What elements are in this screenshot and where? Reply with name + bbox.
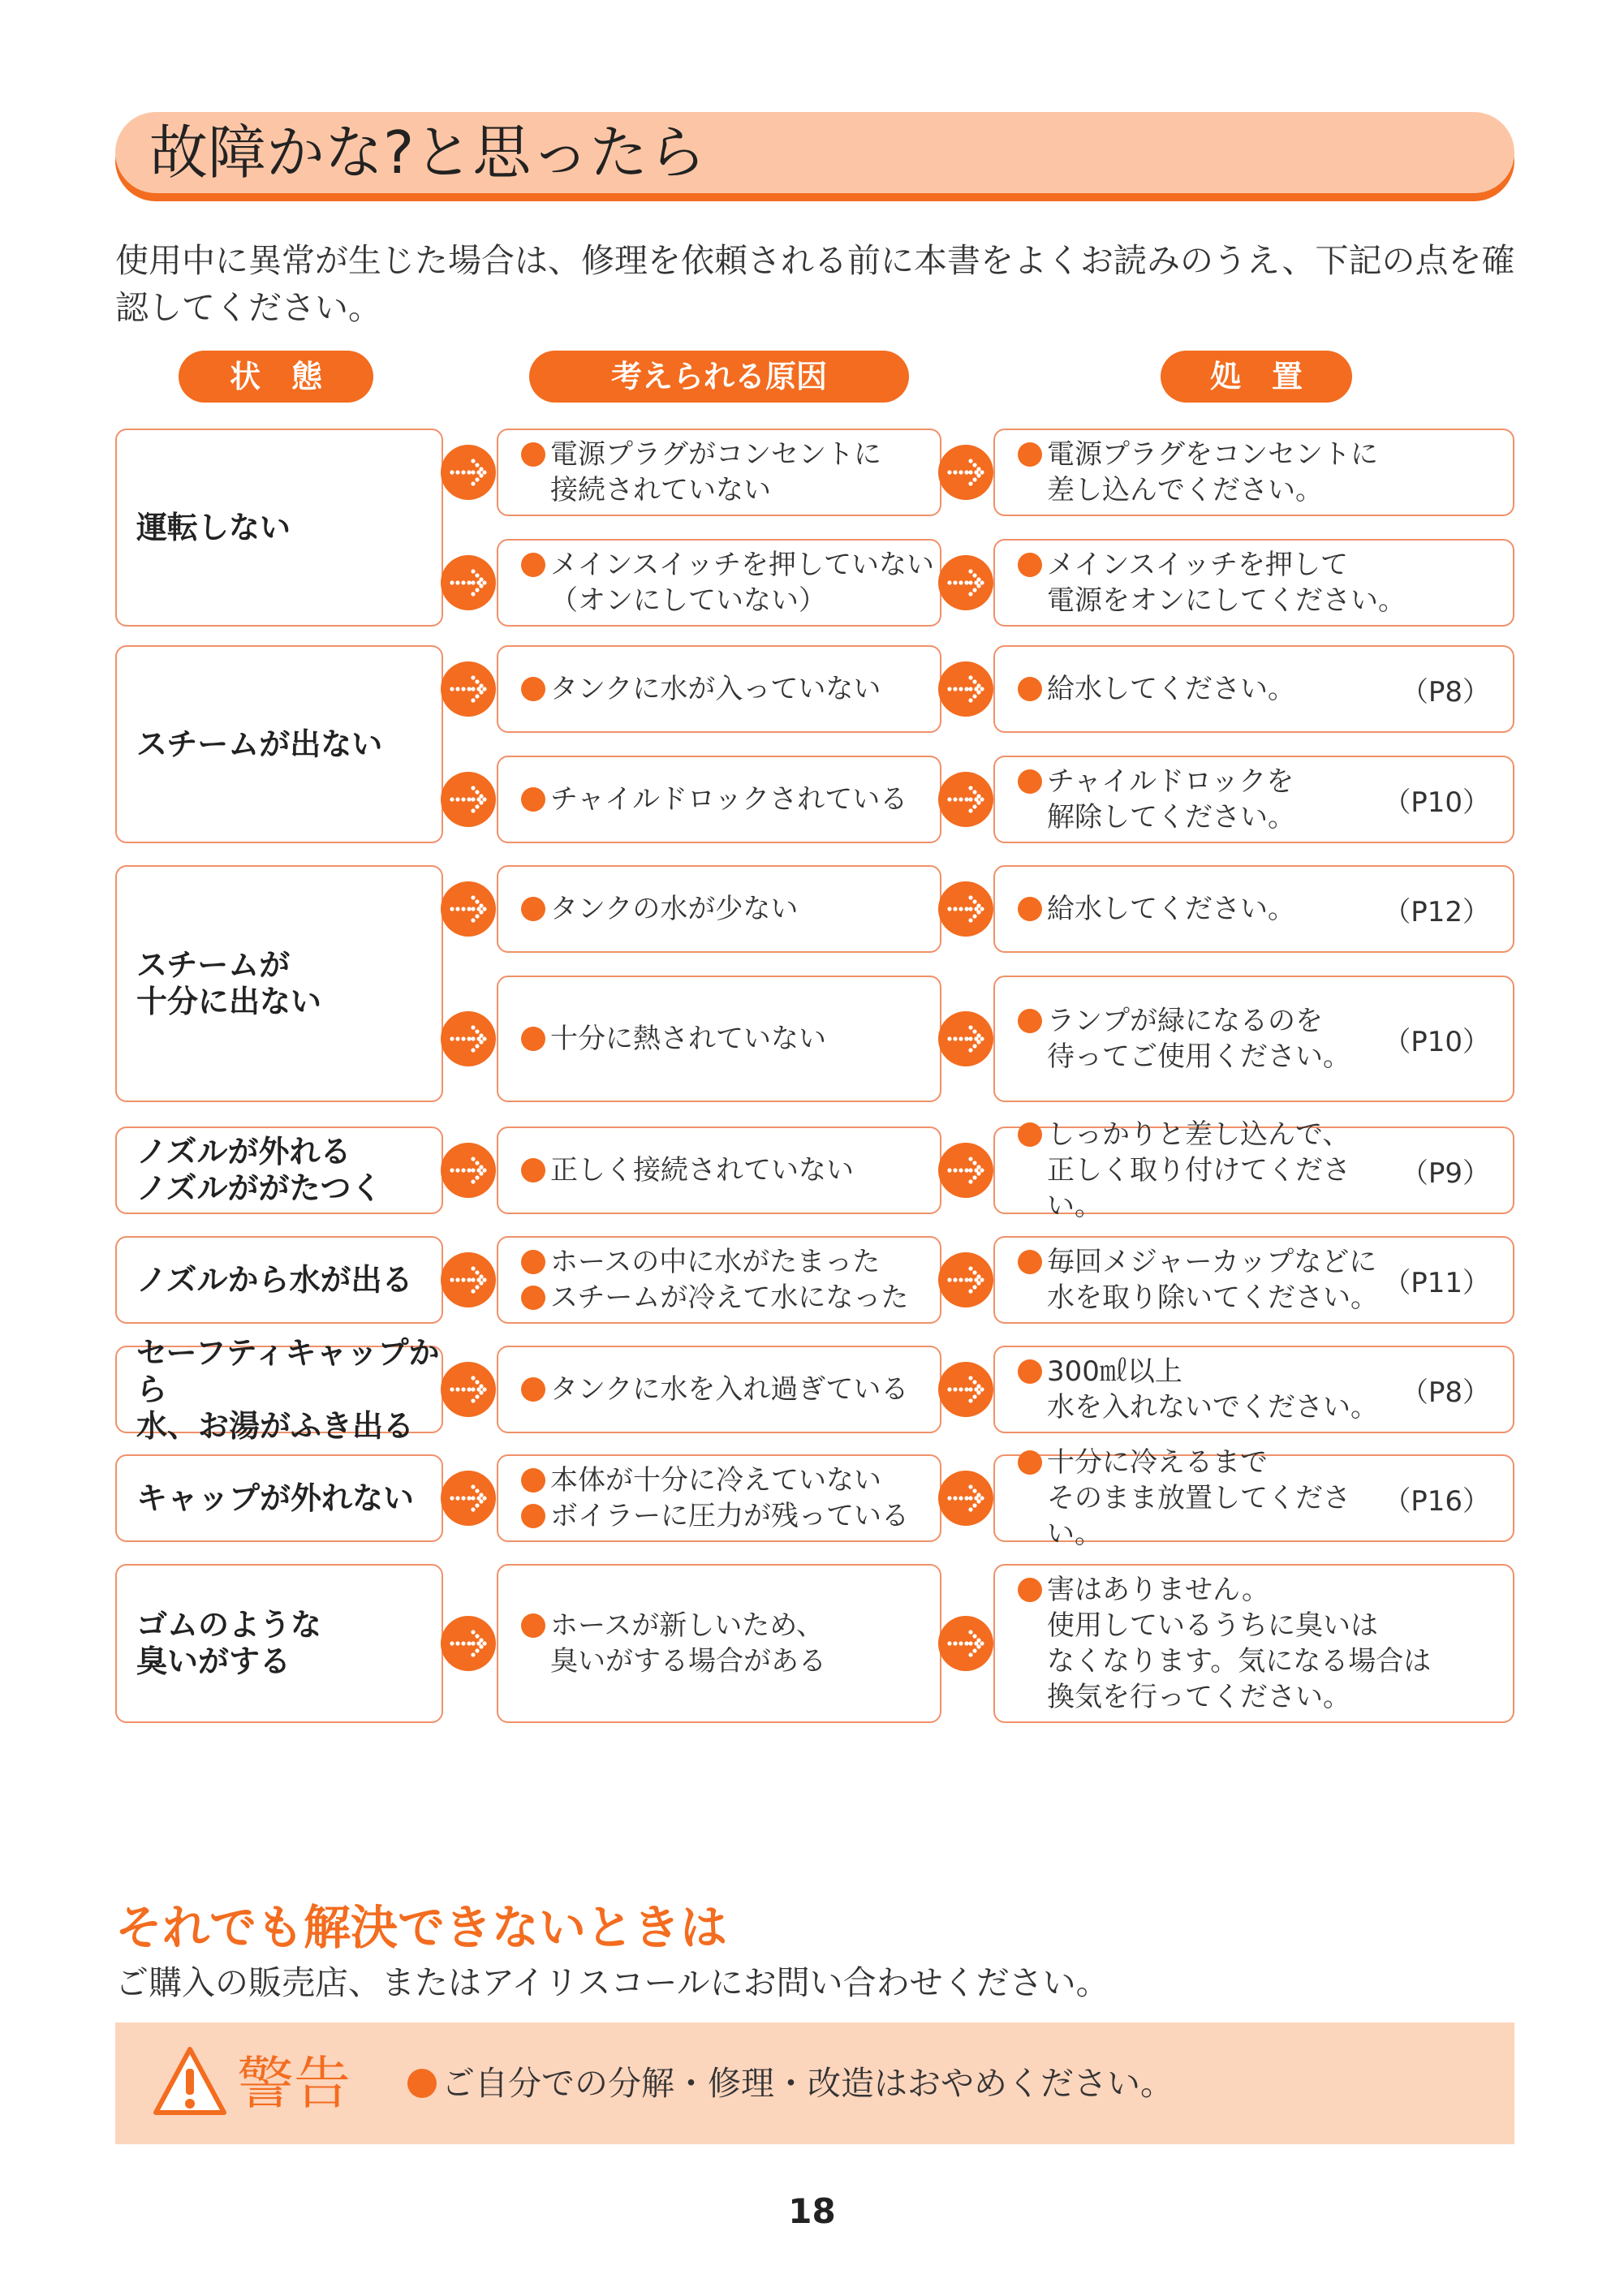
warning-triangle-icon [151, 2044, 229, 2122]
cause-item: チャイルドロックされている [521, 782, 907, 817]
status-cell: セーフティキャップから 水、お湯がふき出る [115, 1346, 443, 1433]
page-reference: （P9） [1400, 1157, 1490, 1190]
intro-text: 使用中に異常が生じた場合は、修理を依頼される前に本書をよくお読みのうえ、下記の点を確認してください。 [115, 241, 1515, 327]
page-reference: （P11） [1383, 1266, 1490, 1299]
header-cause: 考えられる原因 [529, 351, 909, 403]
page-reference: （P16） [1383, 1484, 1490, 1518]
cause-item: ホースが新しいため、 臭いがする場合がある [521, 1608, 826, 1679]
dotted-arrow-icon [938, 661, 993, 717]
cause-item: ボイラーに圧力が残っている [521, 1498, 909, 1534]
cause-item: 十分に熱されていない [521, 1021, 826, 1057]
status-cell: ノズルが外れる ノズルががたつく [115, 1126, 443, 1214]
cause-item: 電源プラグがコンセントに 接続されていない [521, 437, 881, 508]
dotted-arrow-icon [441, 661, 496, 717]
cause-cell [497, 1454, 941, 1542]
remedy-cell [993, 976, 1514, 1102]
page-reference: （P8） [1400, 675, 1490, 709]
warning-text-content: ご自分での分解・修理・改造はおやめください。 [442, 2064, 1174, 2103]
dotted-arrow-icon [938, 772, 993, 827]
remedy-item: しっかりと差し込んで、 正しく取り付けてください。 [1018, 1117, 1401, 1224]
dotted-arrow-icon [441, 445, 496, 500]
dotted-arrow-icon [441, 1252, 496, 1307]
cause-cell [497, 865, 941, 953]
remedy-cell [993, 539, 1514, 627]
cause-cell [497, 539, 941, 627]
page-title: 故障かな?と思ったら [149, 118, 707, 187]
page-reference: （P10） [1383, 786, 1490, 819]
dotted-arrow-icon [441, 1143, 496, 1198]
remedy-cell [993, 1446, 1514, 1550]
cause-item: タンクの水が少ない [521, 891, 798, 927]
cause-cell [497, 1236, 941, 1324]
cause-item: メインスイッチを押していない （オンにしていない） [521, 547, 934, 618]
dotted-arrow-icon [938, 1011, 993, 1066]
remedy-cell [993, 1346, 1514, 1433]
page-number: 18 [788, 2191, 836, 2231]
dotted-arrow-icon [441, 1616, 496, 1671]
header-status: 状 態 [179, 351, 373, 403]
cause-cell [497, 1126, 941, 1214]
dotted-arrow-icon [441, 772, 496, 827]
cause-cell [497, 976, 941, 1102]
remedy-item: チャイルドロックを 解除してください。 [1018, 764, 1295, 835]
page-reference: （P8） [1400, 1376, 1490, 1409]
warning-box [115, 2022, 1514, 2144]
dotted-arrow-icon [938, 1616, 993, 1671]
cause-cell [497, 1564, 941, 1723]
remedy-item: メインスイッチを押して 電源をオンにしてください。 [1018, 547, 1406, 618]
dotted-arrow-icon [938, 881, 993, 937]
dotted-arrow-icon [938, 1471, 993, 1526]
dotted-arrow-icon [938, 1252, 993, 1307]
cause-item: タンクに水が入っていない [521, 671, 881, 707]
cause-item: ホースの中に水がたまった [521, 1244, 908, 1280]
remedy-item: ランプが緑になるのを 待ってご使用ください。 [1018, 1003, 1350, 1075]
warning-label: 警告 [237, 2050, 351, 2117]
cause-cell [497, 756, 941, 843]
remedy-item: 給水してください。 [1018, 891, 1295, 927]
remedy-item: 毎回メジャーカップなどに 水を取り除いてください。 [1018, 1244, 1378, 1316]
remedy-cell [993, 865, 1514, 953]
dotted-arrow-icon [441, 1362, 496, 1417]
remedy-cell [993, 645, 1514, 733]
dotted-arrow-icon [441, 881, 496, 937]
remedy-item: 害はありません。 使用しているうちに臭いは なくなります。気になる場合は 換気を行ってください。 [1018, 1572, 1431, 1715]
cause-item: 本体が十分に冷えていない [521, 1462, 909, 1498]
status-cell: スチームが 十分に出ない [115, 865, 443, 1102]
remedy-cell [993, 1118, 1514, 1222]
status-cell: キャップが外れない [115, 1454, 443, 1542]
warning-text [407, 2022, 1174, 2144]
status-cell: スチームが出ない [115, 645, 443, 843]
remedy-item: 電源プラグをコンセントに 差し込んでください。 [1018, 437, 1378, 508]
cause-item: 正しく接続されていない [521, 1152, 854, 1188]
dotted-arrow-icon [938, 1143, 993, 1198]
remedy-cell [993, 1236, 1514, 1324]
header-remedy: 処 置 [1161, 351, 1352, 403]
page-reference: （P10） [1383, 1025, 1490, 1058]
cause-item: スチームが冷えて水になった [521, 1280, 908, 1316]
status-cell: 運転しない [115, 429, 443, 627]
dotted-arrow-icon [441, 1471, 496, 1526]
remedy-item: 300㎖以上 水を入れないでください。 [1018, 1354, 1378, 1425]
dotted-arrow-icon [938, 445, 993, 500]
dotted-arrow-icon [441, 1011, 496, 1066]
bullet-icon [407, 2069, 437, 2098]
footer-text: ご購入の販売店、またはアイリスコールにお問い合わせください。 [115, 1963, 1109, 2002]
status-cell: ノズルから水が出る [115, 1236, 443, 1324]
dotted-arrow-icon [938, 555, 993, 610]
footer-heading: それでも解決できないときは [115, 1900, 728, 1955]
title-bar [115, 112, 1514, 193]
remedy-item: 給水してください。 [1018, 671, 1295, 707]
page-reference: （P12） [1383, 895, 1490, 928]
cause-item: タンクに水を入れ過ぎている [521, 1372, 908, 1407]
status-cell: ゴムのような 臭いがする [115, 1564, 443, 1723]
cause-cell [497, 645, 941, 733]
dotted-arrow-icon [441, 555, 496, 610]
cause-cell [497, 1346, 941, 1433]
remedy-cell [993, 756, 1514, 843]
remedy-item: 十分に冷えるまで そのまま放置してください。 [1018, 1445, 1383, 1552]
cause-cell [497, 429, 941, 516]
dotted-arrow-icon [938, 1362, 993, 1417]
remedy-cell [993, 1564, 1514, 1723]
remedy-cell [993, 429, 1514, 516]
